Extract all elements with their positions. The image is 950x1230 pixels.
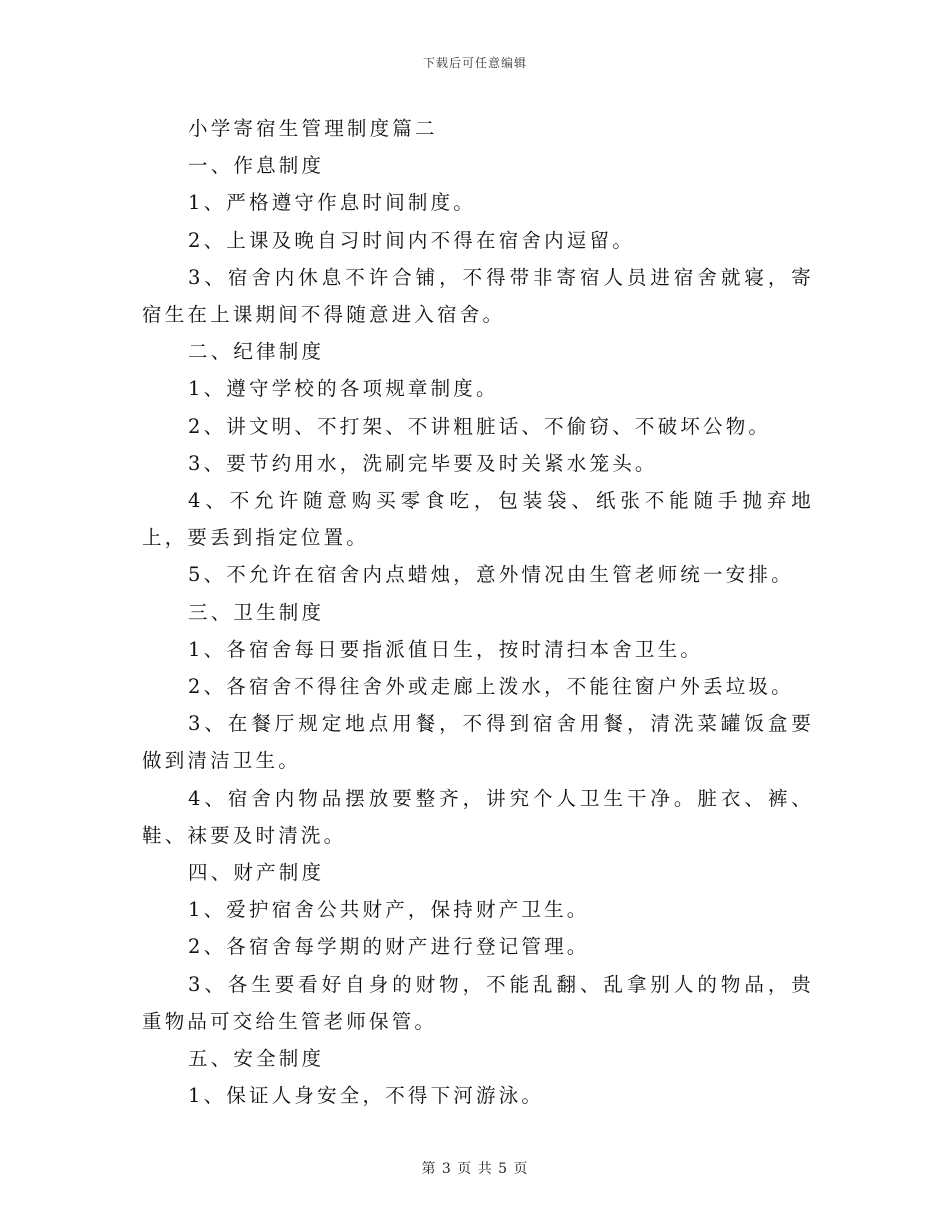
page-header: 下载后可任意编辑 — [422, 56, 527, 70]
paragraph: 3、各生要看好自身的财物，不能乱翻、乱拿别人的物品，贵重物品可交给生管老师保管。 — [142, 972, 814, 1033]
paragraph: 1、遵守学校的各项规章制度。 — [188, 377, 499, 401]
paragraph: 1、保证人身安全，不得下河游泳。 — [188, 1084, 545, 1108]
paragraph: 3、在餐厅规定地点用餐，不得到宿舍用餐，清洗菜罐饭盒要做到清洁卫生。 — [142, 712, 814, 773]
document-body — [142, 110, 814, 1114]
paragraph: 2、各宿舍每学期的财产进行登记管理。 — [188, 935, 590, 959]
paragraph: 3、要节约用水，洗刷完毕要及时关紧水笼头。 — [188, 451, 658, 475]
paragraph: 1、爱护宿舍公共财产，保持财产卫生。 — [188, 898, 590, 922]
paragraph: 5、不允许在宿舍内点蜡烛，意外情况由生管老师统一安排。 — [188, 563, 794, 587]
section-heading: 二、纪律制度 — [188, 340, 325, 364]
paragraph: 4、宿舍内物品摆放要整齐，讲究个人卫生干净。脏衣、裤、鞋、袜要及时清洗。 — [142, 786, 814, 847]
paragraph: 1、严格遵守作息时间制度。 — [188, 191, 477, 215]
section-heading: 三、卫生制度 — [188, 600, 325, 624]
paragraph: 3、宿舍内休息不许合铺，不得带非寄宿人员进宿舍就寝，寄宿生在上课期间不得随意进入宿舍。 — [142, 265, 814, 327]
section-heading: 五、安全制度 — [188, 1047, 325, 1071]
paragraph: 4、不允许随意购买零食吃，包装袋、纸张不能随手抛弃地上，要丢到指定位置。 — [142, 489, 814, 550]
paragraph: 2、上课及晚自习时间内不得在宿舍内逗留。 — [188, 228, 635, 252]
document-title: 小学寄宿生管理制度篇二 — [188, 117, 438, 140]
section-heading: 一、作息制度 — [188, 154, 325, 178]
paragraph: 2、各宿舍不得往舍外或走廊上泼水，不能往窗户外丢垃圾。 — [188, 675, 794, 699]
page-number: 第 3 页 共 5 页 — [421, 1161, 529, 1177]
section-heading: 四、财产制度 — [188, 861, 325, 885]
paragraph: 1、各宿舍每日要指派值日生，按时清扫本舍卫生。 — [188, 637, 704, 661]
paragraph: 2、讲文明、不打架、不讲粗脏话、不偷窃、不破坏公物。 — [188, 414, 772, 438]
